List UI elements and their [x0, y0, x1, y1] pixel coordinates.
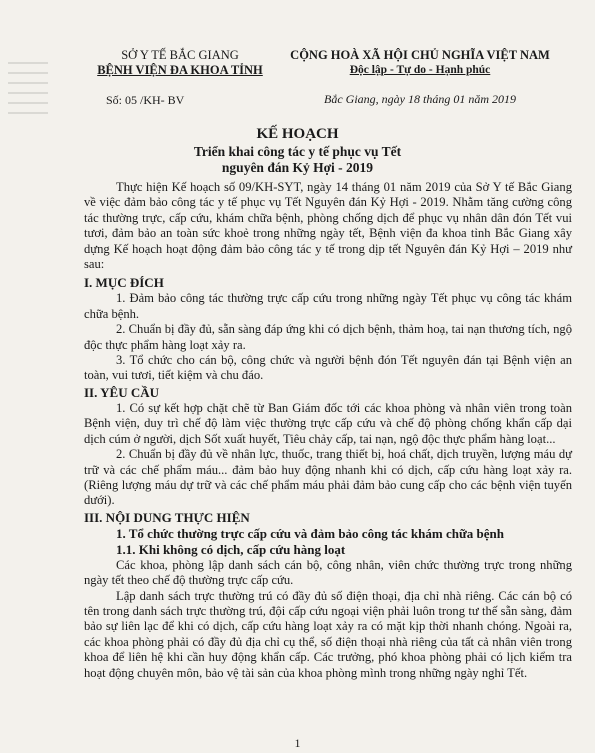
section2-paragraph-1: 1. Có sự kết hợp chặt chẽ từ Ban Giám đốc tới các khoa phòng và nhân viên trong toàn Bệnh viện, duy trì chế độ làm việc thường trực cấp cứu và chế độ phòng chống khẩn cấp dại dịch cúm ở người, dịch Sốt xuất huyết, Tiêu chảy cấp, tai nạn, ngộ độc thực phẩm hàng loạt...	[84, 400, 572, 446]
place-date: Bắc Giang, ngày 18 tháng 01 năm 2019	[324, 92, 516, 106]
section-heading-1: I. MỤC ĐÍCH	[84, 275, 164, 291]
nation-line1: CỘNG HOÀ XÃ HỘI CHỦ NGHĨA VIỆT NAM	[290, 48, 550, 62]
document-title: KẾ HOẠCH	[256, 126, 339, 142]
agency-line1: SỞ Y TẾ BẮC GIANG	[121, 48, 239, 62]
intro-paragraph: Thực hiện Kế hoạch số 09/KH-SYT, ngày 14 tháng 01 năm 2019 của Sở Y tế Bắc Giang về việc đảm bảo công tác y tế phục vụ Tết Nguyên đán Kỷ Hợi - 2019. Nhằm tăng cường công tác thường trực, cấp cứu, khám chữa bệnh, phòng chống dịch để phục vụ nhân dân đón Tết vui tươi, đảm bảo an toàn sức khoẻ trong những ngày tết, Bệnh viện đa khoa tỉnh Bắc Giang xây dựng Kế hoạch hoạt động đảm bảo công tác y tế trong dịp tết Nguyên đán Kỷ Hợi – 2019 như sau:	[84, 180, 572, 272]
document-subtitle-2: nguyên đán Kỷ Hợi - 2019	[221, 160, 374, 175]
document-body	[84, 180, 572, 681]
agency-header	[80, 48, 280, 78]
document-number: Số: 05 /KH- BV	[106, 93, 185, 107]
page-number: 1	[294, 736, 301, 750]
section3-paragraph-2: Lập danh sách trực thường trú có đầy đủ số điện thoại, địa chỉ nhà riêng. Các cán bộ có tên trong danh sách trực thường trú, đội cấp cứu ngoại viện phải luôn trong tư thế sẵn sàng, đảm bảo sự liên lạc để khi có dịch, cấp cứu hàng loạt xảy ra có mặt kịp thời nhanh chóng. Ngoài ra, các khoa phòng phải có đầy đủ địa chỉ cụ thể, số điện thoại nhà riêng của tất cả nhân viên trong khoa để liên hệ khi cần huy động khẩn cấp. Các trưởng, phó khoa phòng phải có lịch kiểm tra hoạt động chuyên môn, bảo vệ tài sản của khoa phòng mình trong những ngày nghỉ Tết.	[84, 588, 572, 680]
section-heading-2: II. YÊU CẦU	[84, 384, 159, 400]
section1-paragraph-1: 1. Đảm bảo công tác thường trực cấp cứu trong những ngày Tết phục vụ công tác khám chữa bệnh.	[84, 291, 572, 321]
subsection-heading-1: 1. Tổ chức thường trực cấp cứu và đảm bảo công tác khám chữa bệnh	[116, 525, 504, 541]
subsection-heading-1-1: 1.1. Khi không có dịch, cấp cứu hàng loạt	[116, 541, 346, 557]
national-header	[270, 48, 570, 78]
section-heading-3: III. NỘI DUNG THỰC HIỆN	[84, 509, 250, 525]
section2-paragraph-2: 2. Chuẩn bị đầy đủ về nhân lực, thuốc, trang thiết bị, hoá chất, dịch truyền, lượng máu dự trữ và các chế phẩm máu... đảm bảo huy động nhanh khi có dịch, cấp cứu hàng loạt xảy ra. (Riêng lượng máu dự trữ và các chế phẩm máu phải đảm bảo cung cấp cho các bệnh viện tuyến dưới).	[84, 447, 572, 508]
agency-line2: BỆNH VIỆN ĐA KHOA TỈNH	[97, 63, 263, 77]
section1-paragraph-2: 2. Chuẩn bị đầy đủ, sẵn sàng đáp ứng khi có dịch bệnh, thảm hoạ, tai nạn thương tích, ngộ độc thực phẩm hàng loạt xảy ra.	[84, 322, 572, 352]
nation-line2: Độc lập - Tự do - Hạnh phúc	[349, 64, 491, 76]
section1-paragraph-3: 3. Tổ chức cho cán bộ, công chức và người bệnh đón Tết nguyên đán tại Bệnh viện an toàn, vui tươi, tiết kiệm và chu đáo.	[84, 353, 572, 383]
section3-paragraph-1: Các khoa, phòng lập danh sách cán bộ, công nhân, viên chức thường trực trong những ngày tết theo chế độ thường trực cấp cứu.	[84, 557, 572, 588]
document-subtitle-1: Triển khai công tác y tế phục vụ Tết	[193, 144, 402, 159]
